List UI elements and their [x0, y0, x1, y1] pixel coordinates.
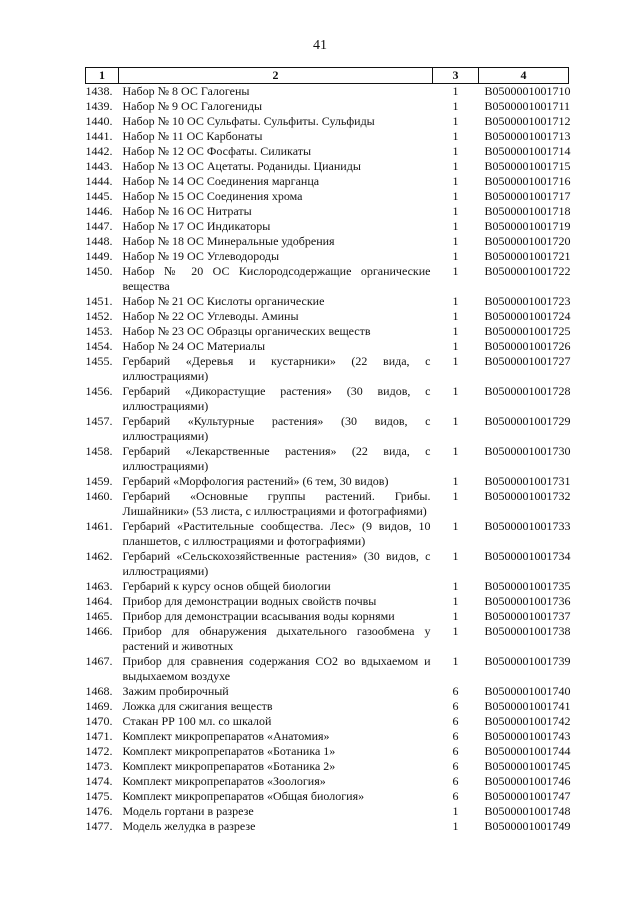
item-quantity: 1 [452, 444, 459, 458]
item-code: B0500001001719 [484, 219, 571, 233]
item-name: Набор № 24 ОС Материалы [122, 339, 266, 353]
item-quantity: 1 [452, 384, 459, 398]
item-code: B0500001001710 [484, 84, 571, 98]
row-number: 1472. [85, 744, 113, 758]
item-code: B0500001001732 [484, 489, 571, 503]
row-number: 1440. [85, 114, 113, 128]
item-code: B0500001001727 [484, 354, 571, 368]
item-name: Набор № 15 ОС Соединения хрома [122, 189, 303, 203]
item-name: Гербарий «Дикорастущие растения» (30 видов, с иллюстрациями) [122, 384, 431, 413]
item-quantity: 6 [452, 744, 459, 758]
table-row [86, 744, 569, 759]
item-quantity: 1 [452, 99, 459, 113]
table-body [86, 84, 569, 835]
table-row [86, 549, 569, 579]
item-name: Набор № 13 ОС Ацетаты. Роданиды. Цианиды [122, 159, 361, 173]
item-name: Набор № 22 ОС Углеводы. Амины [122, 309, 299, 323]
item-code: B0500001001713 [484, 129, 571, 143]
table-row [86, 489, 569, 519]
item-quantity: 1 [452, 144, 459, 158]
item-name: Прибор для демонстрации всасывания воды корнями [122, 609, 395, 623]
item-quantity: 6 [452, 699, 459, 713]
row-number: 1457. [85, 414, 113, 428]
item-quantity: 6 [452, 714, 459, 728]
item-quantity: 1 [452, 609, 459, 623]
item-quantity: 1 [452, 264, 459, 278]
table-row [86, 654, 569, 684]
row-number: 1466. [85, 624, 113, 638]
item-code: B0500001001731 [484, 474, 571, 488]
table-row [86, 324, 569, 339]
item-name: Гербарий «Сельскохозяйственные растения» (30 видов, с иллюстрациями) [122, 549, 431, 578]
row-number: 1454. [85, 339, 113, 353]
item-name: Набор № 9 ОС Галогениды [122, 99, 263, 113]
inventory-table [85, 67, 569, 834]
item-name: Набор № 17 ОС Индикаторы [122, 219, 271, 233]
row-number: 1473. [85, 759, 113, 773]
item-code: B0500001001741 [484, 699, 571, 713]
item-quantity: 1 [452, 234, 459, 248]
row-number: 1439. [85, 99, 113, 113]
item-code: B0500001001749 [484, 819, 571, 833]
item-name: Комплект микропрепаратов «Ботаника 2» [122, 759, 336, 773]
table-row [86, 729, 569, 744]
item-name: Набор № 14 ОС Соединения марганца [122, 174, 320, 188]
item-quantity: 1 [452, 579, 459, 593]
item-name: Гербарий «Культурные растения» (30 видов, с иллюстрациями) [122, 414, 431, 443]
row-number: 1447. [85, 219, 113, 233]
item-quantity: 1 [452, 294, 459, 308]
header-row [86, 68, 569, 84]
row-number: 1451. [85, 294, 113, 308]
row-number: 1442. [85, 144, 113, 158]
item-name: Комплект микропрепаратов «Зоология» [122, 774, 326, 788]
item-name: Комплект микропрепаратов «Общая биология» [122, 789, 365, 803]
row-number: 1470. [85, 714, 113, 728]
table-row [86, 474, 569, 489]
item-quantity: 6 [452, 729, 459, 743]
row-number: 1468. [85, 684, 113, 698]
row-number: 1444. [85, 174, 113, 188]
item-quantity: 1 [452, 309, 459, 323]
row-number: 1456. [85, 384, 113, 398]
table-row [86, 624, 569, 654]
item-name: Модель желудка в разрезе [122, 819, 256, 833]
item-code: B0500001001745 [484, 759, 571, 773]
table-row [86, 519, 569, 549]
item-code: B0500001001729 [484, 414, 571, 428]
table-row [86, 264, 569, 294]
item-quantity: 1 [452, 489, 459, 503]
row-number: 1450. [85, 264, 113, 278]
table-row [86, 759, 569, 774]
item-code: B0500001001717 [484, 189, 571, 203]
item-name: Гербарий «Деревья и кустарники» (22 вида, с иллюстрациями) [122, 354, 431, 383]
item-quantity: 1 [452, 549, 459, 563]
item-name: Набор № 8 ОС Галогены [122, 84, 250, 98]
item-code: B0500001001728 [484, 384, 571, 398]
table-row [86, 594, 569, 609]
table-row [86, 294, 569, 309]
item-code: B0500001001740 [484, 684, 571, 698]
item-quantity: 1 [452, 354, 459, 368]
item-quantity: 1 [452, 414, 459, 428]
row-number: 1443. [85, 159, 113, 173]
item-code: B0500001001746 [484, 774, 571, 788]
item-code: B0500001001733 [484, 519, 571, 533]
header-col-quantity: 3 [433, 68, 479, 84]
item-name: Набор № 10 ОС Сульфаты. Сульфиты. Сульфиды [122, 114, 375, 128]
item-name: Комплект микропрепаратов «Ботаника 1» [122, 744, 336, 758]
item-name: Набор № 20 ОС Кислородсодержащие органические вещества [122, 264, 431, 293]
table-row [86, 189, 569, 204]
item-name: Набор № 16 ОС Нитраты [122, 204, 252, 218]
table-row [86, 789, 569, 804]
item-quantity: 1 [452, 84, 459, 98]
item-code: B0500001001716 [484, 174, 571, 188]
item-quantity: 1 [452, 474, 459, 488]
item-quantity: 1 [452, 624, 459, 638]
item-quantity: 1 [452, 189, 459, 203]
item-name: Комплект микропрепаратов «Анатомия» [122, 729, 330, 743]
item-code: B0500001001712 [484, 114, 571, 128]
row-number: 1464. [85, 594, 113, 608]
item-code: B0500001001744 [484, 744, 571, 758]
item-quantity: 1 [452, 114, 459, 128]
item-code: B0500001001725 [484, 324, 571, 338]
item-quantity: 1 [452, 654, 459, 668]
row-number: 1441. [85, 129, 113, 143]
item-code: B0500001001734 [484, 549, 571, 563]
row-number: 1460. [85, 489, 113, 503]
item-code: B0500001001742 [484, 714, 571, 728]
table-row [86, 339, 569, 354]
item-code: B0500001001722 [484, 264, 571, 278]
item-code: B0500001001730 [484, 444, 571, 458]
item-code: B0500001001736 [484, 594, 571, 608]
header-col-number: 1 [86, 68, 119, 84]
table-header [86, 68, 569, 84]
item-name: Ложка для сжигания веществ [122, 699, 273, 713]
item-code: B0500001001743 [484, 729, 571, 743]
item-quantity: 6 [452, 789, 459, 803]
table-row [86, 684, 569, 699]
item-name: Набор № 23 ОС Образцы органических веществ [122, 324, 371, 338]
row-number: 1462. [85, 549, 113, 563]
row-number: 1465. [85, 609, 113, 623]
item-name: Зажим пробирочный [122, 684, 229, 698]
table-row [86, 219, 569, 234]
item-name: Набор № 12 ОС Фосфаты. Силикаты [122, 144, 312, 158]
row-number: 1455. [85, 354, 113, 368]
row-number: 1474. [85, 774, 113, 788]
item-code: B0500001001726 [484, 339, 571, 353]
item-quantity: 1 [452, 819, 459, 833]
item-quantity: 6 [452, 774, 459, 788]
item-name: Гербарий к курсу основ общей биологии [122, 579, 331, 593]
item-quantity: 6 [452, 684, 459, 698]
row-number: 1475. [85, 789, 113, 803]
table-row [86, 129, 569, 144]
item-quantity: 1 [452, 519, 459, 533]
item-code: B0500001001718 [484, 204, 571, 218]
item-quantity: 1 [452, 219, 459, 233]
item-name: Прибор для демонстрации водных свойств почвы [122, 594, 377, 608]
item-code: B0500001001748 [484, 804, 571, 818]
table-row [86, 249, 569, 264]
item-quantity: 1 [452, 324, 459, 338]
table-row [86, 774, 569, 789]
item-code: B0500001001747 [484, 789, 571, 803]
item-name: Прибор для обнаружения дыхательного газообмена у растений и животных [122, 624, 431, 653]
table-row [86, 234, 569, 249]
table-row [86, 804, 569, 819]
item-name: Набор № 21 ОС Кислоты органические [122, 294, 325, 308]
item-code: B0500001001711 [484, 99, 571, 113]
table-row [86, 159, 569, 174]
table-row [86, 354, 569, 384]
item-name: Гербарий «Растительные сообщества. Лес» (9 видов, 10 планшетов, с иллюстрациями и фотографиями) [122, 519, 431, 548]
row-number: 1459. [85, 474, 113, 488]
item-code: B0500001001715 [484, 159, 571, 173]
row-number: 1452. [85, 309, 113, 323]
row-number: 1467. [85, 654, 113, 668]
item-code: B0500001001724 [484, 309, 571, 323]
table-row [86, 174, 569, 189]
row-number: 1445. [85, 189, 113, 203]
row-number: 1448. [85, 234, 113, 248]
row-number: 1471. [85, 729, 113, 743]
item-name: Гербарий «Основные группы растений. Грибы. Лишайники» (53 листа, с иллюстрациями и фотографиями) [122, 489, 431, 518]
item-code: B0500001001714 [484, 144, 571, 158]
row-number: 1458. [85, 444, 113, 458]
row-number: 1477. [85, 819, 113, 833]
table-row [86, 699, 569, 714]
table-row [86, 99, 569, 114]
item-name: Модель гортани в разрезе [122, 804, 254, 818]
row-number: 1449. [85, 249, 113, 263]
table-row [86, 84, 569, 100]
row-number: 1463. [85, 579, 113, 593]
table-row [86, 204, 569, 219]
table-row [86, 114, 569, 129]
item-name: Прибор для сравнения содержания CO2 во вдыхаемом и выдыхаемом воздухе [122, 654, 431, 683]
item-quantity: 1 [452, 129, 459, 143]
item-code: B0500001001738 [484, 624, 571, 638]
item-code: B0500001001739 [484, 654, 571, 668]
item-name: Набор № 11 ОС Карбонаты [122, 129, 263, 143]
table-row [86, 819, 569, 834]
row-number: 1469. [85, 699, 113, 713]
item-quantity: 1 [452, 159, 459, 173]
item-quantity: 1 [452, 249, 459, 263]
item-quantity: 1 [452, 204, 459, 218]
item-code: B0500001001720 [484, 234, 571, 248]
item-code: B0500001001737 [484, 609, 571, 623]
item-quantity: 1 [452, 174, 459, 188]
item-name: Стакан РР 100 мл. со шкалой [122, 714, 272, 728]
item-name: Набор № 19 ОС Углеводороды [122, 249, 280, 263]
table-row [86, 579, 569, 594]
table-row [86, 714, 569, 729]
item-code: B0500001001735 [484, 579, 571, 593]
header-col-code: 4 [479, 68, 569, 84]
page-number: 41 [313, 38, 327, 53]
table-row [86, 414, 569, 444]
row-number: 1446. [85, 204, 113, 218]
row-number: 1438. [85, 84, 113, 98]
item-quantity: 1 [452, 594, 459, 608]
item-name: Гербарий «Морфология растений» (6 тем, 30 видов) [122, 474, 389, 488]
row-number: 1476. [85, 804, 113, 818]
item-name: Гербарий «Лекарственные растения» (22 вида, с иллюстрациями) [122, 444, 431, 473]
table-row [86, 444, 569, 474]
table-row [86, 609, 569, 624]
item-code: B0500001001721 [484, 249, 571, 263]
item-quantity: 1 [452, 339, 459, 353]
table-row [86, 309, 569, 324]
item-quantity: 6 [452, 759, 459, 773]
header-col-name: 2 [119, 68, 433, 84]
row-number: 1453. [85, 324, 113, 338]
row-number: 1461. [85, 519, 113, 533]
table-row [86, 384, 569, 414]
table-row [86, 144, 569, 159]
item-name: Набор № 18 ОС Минеральные удобрения [122, 234, 335, 248]
item-quantity: 1 [452, 804, 459, 818]
item-code: B0500001001723 [484, 294, 571, 308]
